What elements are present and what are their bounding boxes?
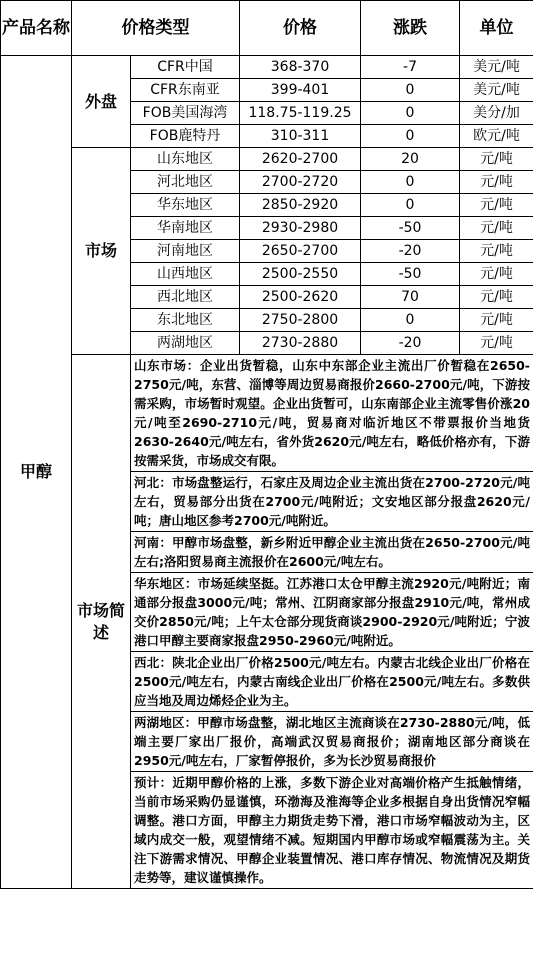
price-unit: 元/吨	[460, 194, 533, 217]
price-value: 2700-2720	[240, 171, 361, 194]
price-unit: 欧元/吨	[460, 125, 533, 148]
price-change: 70	[361, 286, 460, 309]
section-narrative: 市场简述	[72, 355, 131, 889]
price-unit: 元/吨	[460, 309, 533, 332]
price-type: CFR中国	[131, 56, 240, 79]
price-type: 两湖地区	[131, 332, 240, 355]
price-unit: 元/吨	[460, 263, 533, 286]
price-value: 2750-2800	[240, 309, 361, 332]
price-unit: 美元/吨	[460, 56, 533, 79]
price-change: -50	[361, 217, 460, 240]
narrative-east-china: 华东地区：市场延续坚挺。江苏港口太仓甲醇主流2920元/吨附近；南通部分报盘3000元/吨；常州、江阴商家部分报盘2910元/吨，常州成交价2850元/吨；上午太仓部分现货商谈2900-2920元/吨附近；宁波港口甲醇主要商家报盘2950-2960元/吨附近。	[131, 573, 533, 652]
narrative-henan: 河南：甲醇市场盘整，新乡附近甲醇企业主流出货在2650-2700元/吨左右;洛阳贸易商主流报价在2600元/吨左右。	[131, 532, 533, 573]
price-value: 2930-2980	[240, 217, 361, 240]
price-unit: 元/吨	[460, 286, 533, 309]
narrative-hebei: 河北：市场盘整运行，石家庄及周边企业主流出货在2700-2720元/吨左右，贸易部分出货在2700元/吨附近；文安地区部分报盘2620元/吨；唐山地区参考2700元/吨附近。	[131, 472, 533, 532]
price-type: FOB鹿特丹	[131, 125, 240, 148]
price-change: 0	[361, 102, 460, 125]
table-row	[1, 56, 533, 79]
price-unit: 元/吨	[460, 171, 533, 194]
price-change: 0	[361, 194, 460, 217]
price-change: 20	[361, 148, 460, 171]
price-type: 西北地区	[131, 286, 240, 309]
header-unit: 单位	[460, 1, 533, 56]
price-change: 0	[361, 309, 460, 332]
price-type: FOB美国海湾	[131, 102, 240, 125]
price-value: 2500-2620	[240, 286, 361, 309]
narrative-shandong: 山东市场：企业出货暂稳，山东中东部企业主流出厂价暂稳在2650-2750元/吨，东营、淄博等周边贸易商报价2660-2700元/吨，下游按需采购，市场暂时观望。企业出货暂可，山东南部企业主流零售价涨20元/吨至2690-2710元/吨，贸易商对临沂地区不带票报价当地货2630-2640元/吨左右，省外货2620元/吨左右，略低价格亦有，下游按需采货，市场成交有限。	[131, 355, 533, 472]
narrative-row	[1, 355, 533, 472]
table-row	[1, 148, 533, 171]
price-value: 2620-2700	[240, 148, 361, 171]
section-market: 市场	[72, 148, 131, 355]
price-value: 2850-2920	[240, 194, 361, 217]
price-type: 河南地区	[131, 240, 240, 263]
price-unit: 元/吨	[460, 332, 533, 355]
price-value: 118.75-119.25	[240, 102, 361, 125]
price-unit: 元/吨	[460, 240, 533, 263]
header-price: 价格	[240, 1, 361, 56]
narrative-forecast: 预计：近期甲醇价格的上涨，多数下游企业对高端价格产生抵触情绪，当前市场采购仍显谨慎，环渤海及淮海等企业多根据自身出货情况窄幅调整。港口方面，甲醇主力期货走势下滑，港口市场窄幅波动为主，区域内成交一般，观望情绪不减。短期国内甲醇市场或窄幅震荡为主。关注下游需求情况、甲醇企业装置情况、港口库存情况、物流情况及期货走势等，建议谨慎操作。	[131, 772, 533, 889]
price-type: 河北地区	[131, 171, 240, 194]
price-value: 310-311	[240, 125, 361, 148]
section-outer: 外盘	[72, 56, 131, 148]
price-unit: 美元/吨	[460, 79, 533, 102]
header-change: 涨跌	[361, 1, 460, 56]
price-unit: 美分/加	[460, 102, 533, 125]
price-value: 2500-2550	[240, 263, 361, 286]
price-change: -20	[361, 332, 460, 355]
price-type: 华南地区	[131, 217, 240, 240]
price-change: -50	[361, 263, 460, 286]
price-type: 山东地区	[131, 148, 240, 171]
price-value: 368-370	[240, 56, 361, 79]
header-product: 产品名称	[1, 1, 72, 56]
price-change: -7	[361, 56, 460, 79]
price-type: 华东地区	[131, 194, 240, 217]
price-type: 东北地区	[131, 309, 240, 332]
price-change: 0	[361, 171, 460, 194]
narrative-northwest: 西北：陕北企业出厂价格2500元/吨左右。内蒙古北线企业出厂价格在2500元/吨左右，内蒙古南线企业出厂价格在2500元/吨左右。多数供应当地及周边烯烃企业为主。	[131, 652, 533, 712]
price-type: 山西地区	[131, 263, 240, 286]
header-row	[1, 1, 533, 56]
price-type: CFR东南亚	[131, 79, 240, 102]
price-unit: 元/吨	[460, 148, 533, 171]
price-change: -20	[361, 240, 460, 263]
product-name: 甲醇	[1, 56, 72, 889]
price-change: 0	[361, 79, 460, 102]
price-value: 2650-2700	[240, 240, 361, 263]
header-price-type: 价格类型	[72, 1, 240, 56]
price-value: 2730-2880	[240, 332, 361, 355]
price-value: 399-401	[240, 79, 361, 102]
narrative-hubei-hunan: 两湖地区：甲醇市场盘整，湖北地区主流商谈在2730-2880元/吨，低端主要厂家出厂报价，高端武汉贸易商报价；湖南地区部分商谈在2950元/吨左右，厂家暂停报价，多为长沙贸易商报价	[131, 712, 533, 772]
price-unit: 元/吨	[460, 217, 533, 240]
price-change: 0	[361, 125, 460, 148]
